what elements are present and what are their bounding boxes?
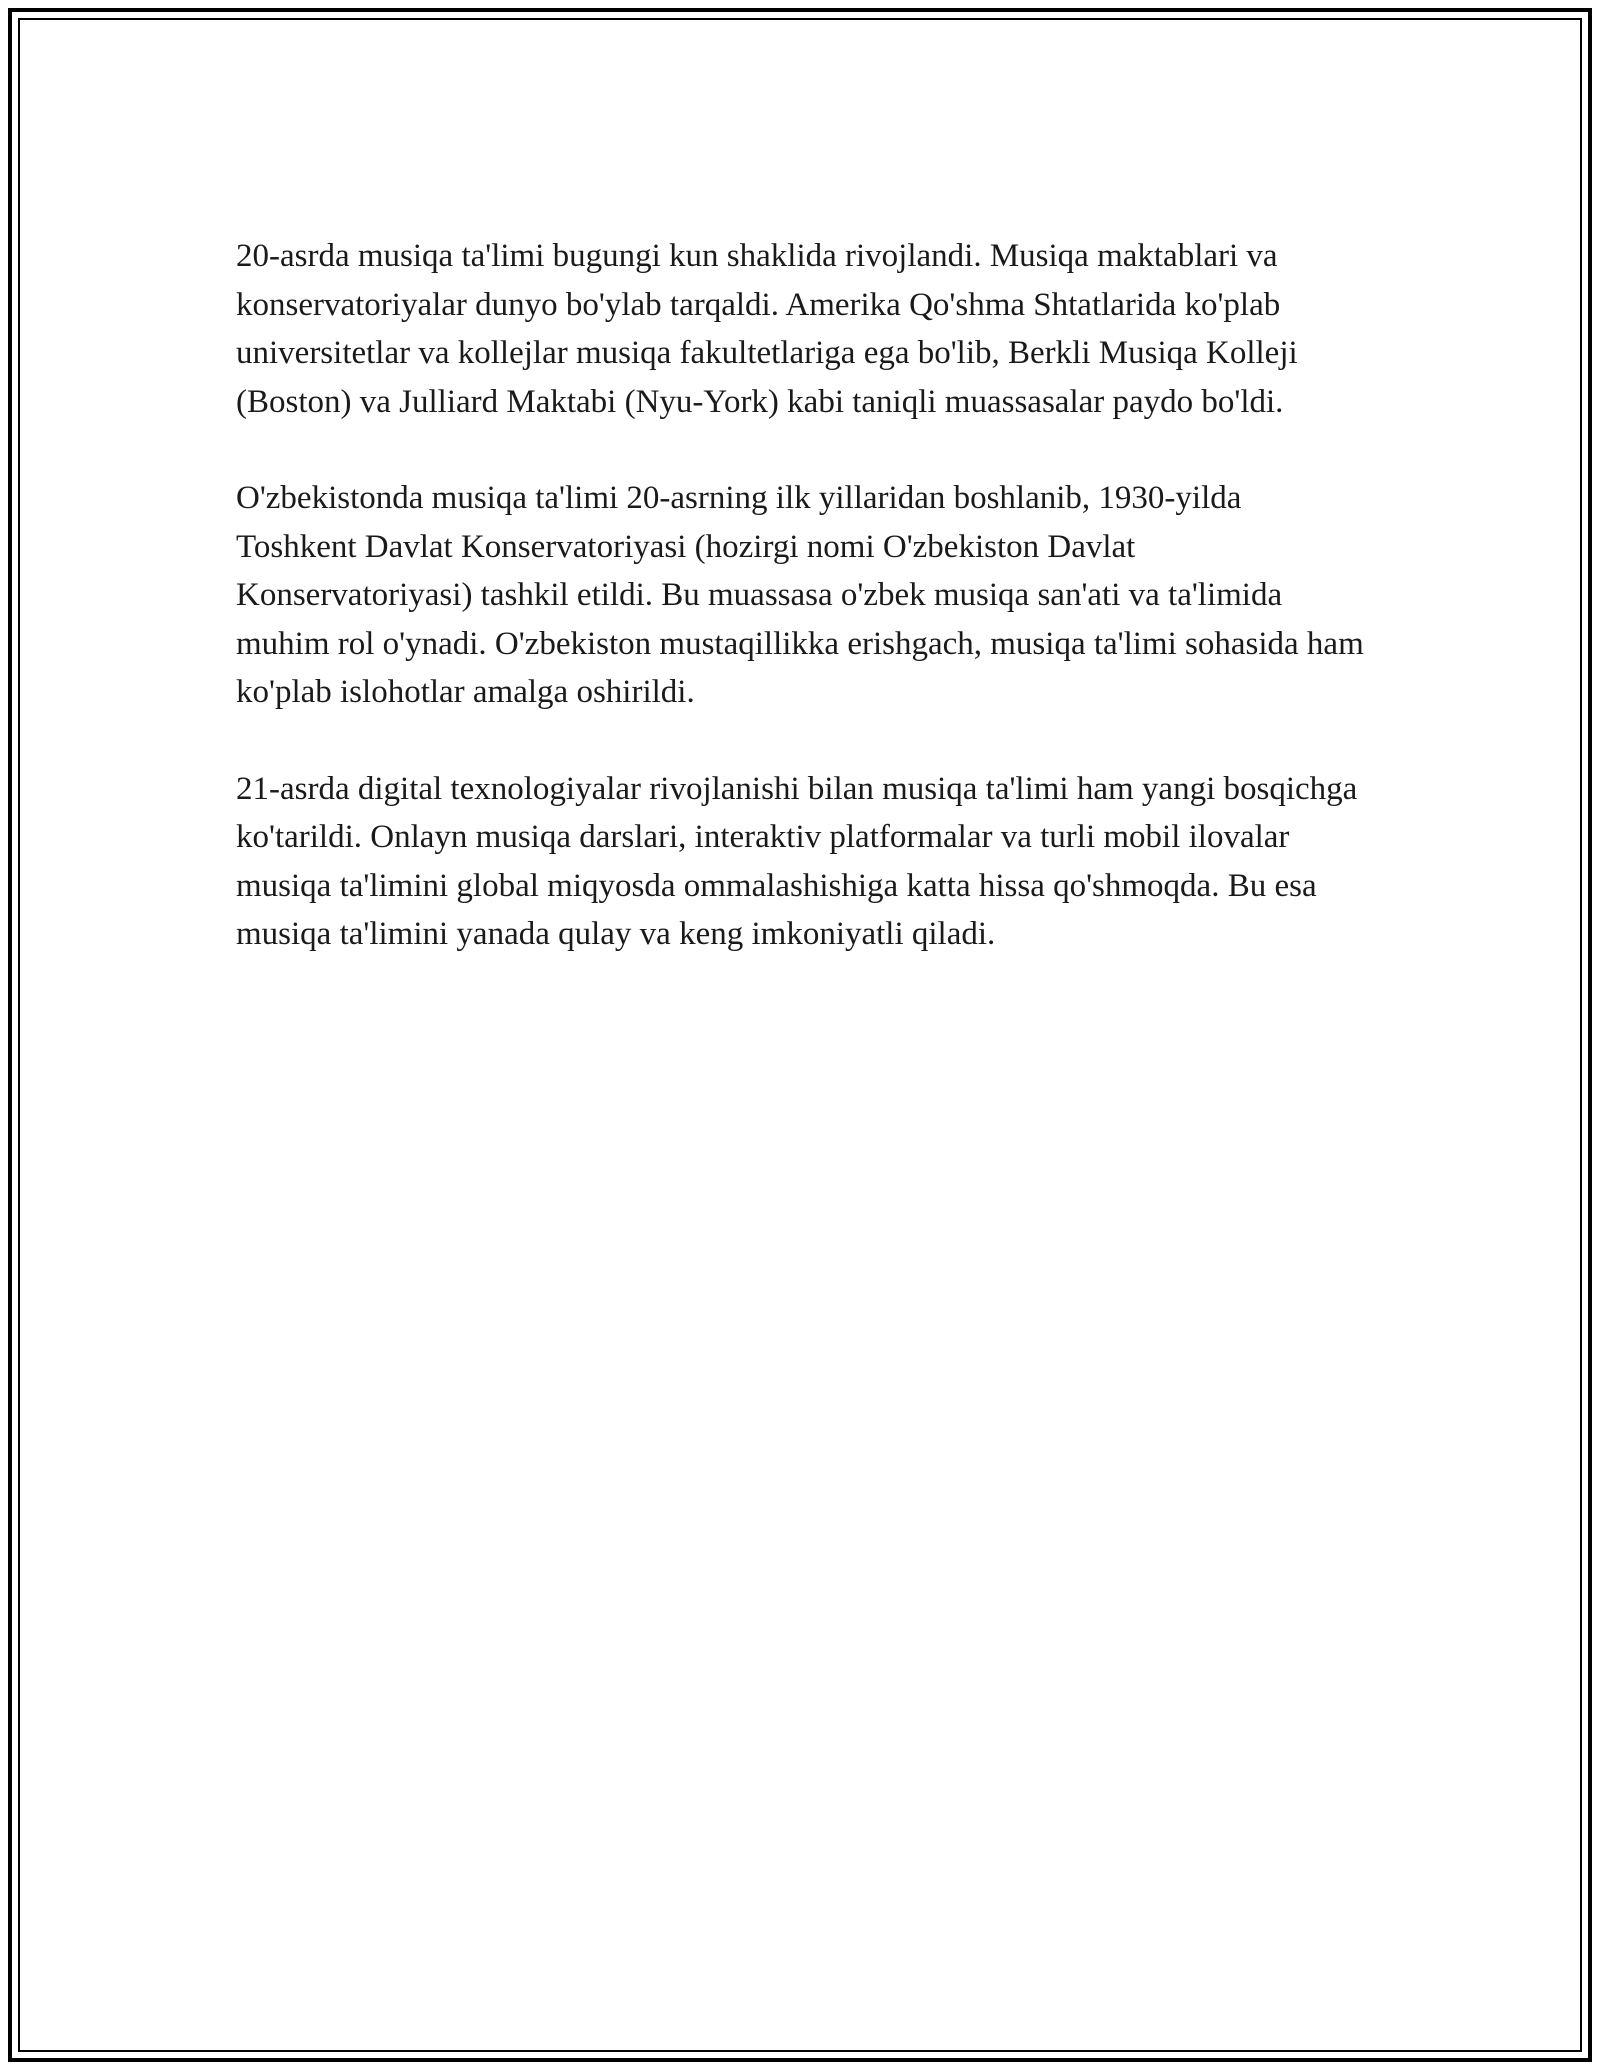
document-body <box>236 232 1366 1007</box>
paragraph-2: O'zbekistonda musiqa ta'limi 20-asrning ilk yillaridan boshlanib, 1930-yilda Toshkent Davlat Konservatoriyasi (hozirgi nomi O'zbekiston Davlat Konservatoriyasi) tashkil etildi. Bu muassasa o'zbek musiqa san'ati va ta'limida muhim rol o'ynadi. O'zbekiston mustaqillikka erishgach, musiqa ta'limi sohasida ham ko'plab islohotlar amalga oshirildi. <box>236 480 1364 710</box>
paragraph-3: 21-asrda digital texnologiyalar rivojlanishi bilan musiqa ta'limi ham yangi bosqichga ko'tarildi. Onlayn musiqa darslari, interaktiv platformalar va turli mobil ilovalar musiqa ta'limini global miqyosda ommalashishiga katta hissa qo'shmoqda. Bu esa musiqa ta'limini yanada qulay va keng imkoniyatli qiladi. <box>236 770 1358 952</box>
paragraph-1: 20-asrda musiqa ta'limi bugungi kun shaklida rivojlandi. Musiqa maktablari va konservatoriyalar dunyo bo'ylab tarqaldi. Amerika Qo'shma Shtatlarida ko'plab universitetlar va kollejlar musiqa fakultetlariga ega bo'lib, Berkli Musiqa Kolleji (Boston) va Julliard Maktabi (Nyu-York) kabi taniqli muassasalar paydo bo'ldi. <box>236 238 1298 420</box>
